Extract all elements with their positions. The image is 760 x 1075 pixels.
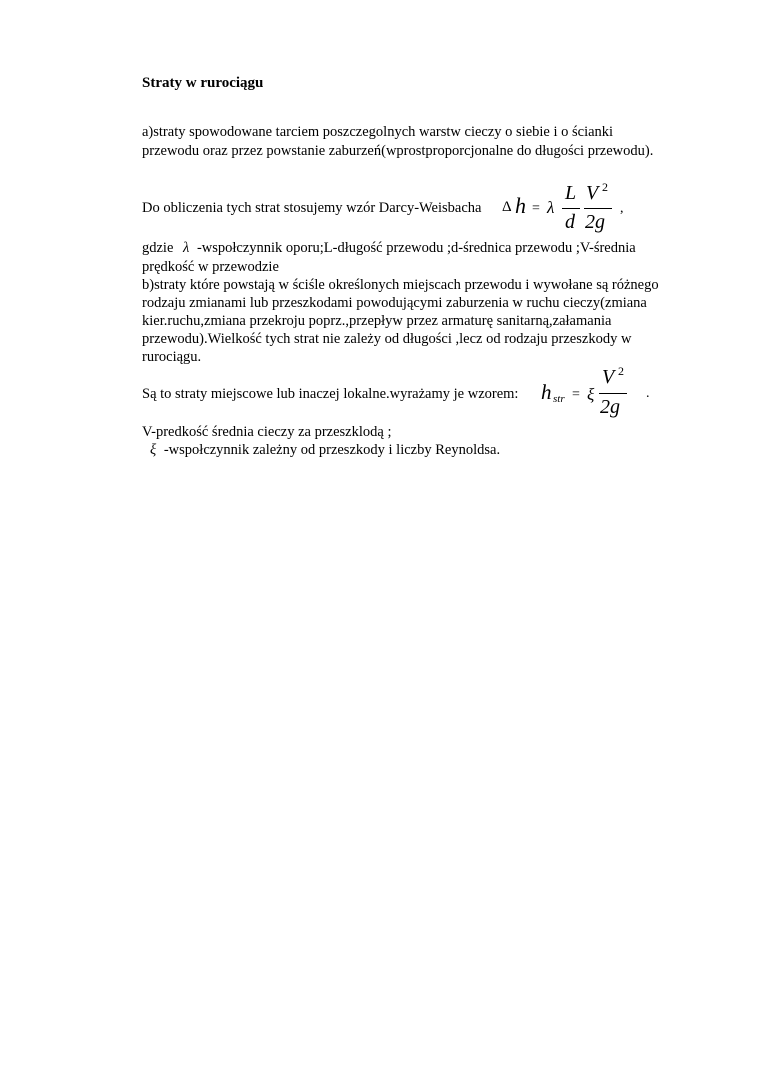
where-line-2: prędkość w przewodzie xyxy=(142,259,279,275)
xi-symbol-inline: ξ xyxy=(150,442,157,458)
legend-v-line: V-predkość średnia cieczy za przeszklodą ; xyxy=(142,424,392,440)
xi-symbol: ξ xyxy=(587,385,595,404)
para-a-line-1: a)straty spowodowane tarciem poszczegolnych warstw cieczy o siebie i o ścianki xyxy=(142,124,614,140)
equals-sign-local: = xyxy=(572,387,580,402)
para-a-line-2: przewodu oraz przez powstanie zaburzeń(wprostproporcjonalne do długości przewodu). xyxy=(142,143,654,159)
lambda-symbol-inline: λ xyxy=(183,240,190,256)
fraction-bar-L-d xyxy=(562,208,580,209)
darcy-intro-text: Do obliczenia tych strat stosujemy wzór Darcy-Weisbacha xyxy=(142,200,482,216)
V-numerator: V xyxy=(586,182,599,204)
para-b-line-2: rodzaju zmianami lub przeszkodami powodującymi zaburzenia w ruchu cieczy(zmiana xyxy=(142,295,647,311)
formula-period: . xyxy=(646,386,650,401)
para-b-line-5: rurociągu. xyxy=(142,349,202,365)
superscript-2: 2 xyxy=(602,180,608,194)
superscript-2-local: 2 xyxy=(618,364,624,378)
two-g-denominator: 2g xyxy=(585,211,605,233)
para-b-line-1: b)straty które powstają w ściśle określonych miejscach przewodu i wywołane są różnego xyxy=(142,277,659,293)
where-gdzie: gdzie xyxy=(142,240,174,256)
fraction-bar-local xyxy=(599,393,627,394)
equals-sign: = xyxy=(532,201,540,216)
delta-symbol: Δ xyxy=(502,199,512,215)
para-b-line-4: przewodu).Wielkość tych strat nie zależy od długości ,lecz od rodzaju przeszkody w xyxy=(142,331,632,347)
where-line-1 xyxy=(142,240,636,257)
d-denominator: d xyxy=(565,211,575,233)
lambda-symbol: λ xyxy=(547,198,555,217)
L-numerator: L xyxy=(565,182,577,204)
two-g-denominator-local: 2g xyxy=(600,396,620,418)
formula-comma: , xyxy=(620,201,624,216)
V-numerator-local: V xyxy=(602,366,615,388)
fraction-bar-V-2g xyxy=(584,208,612,209)
h-symbol-local: h xyxy=(541,380,552,404)
para-b-line-3: kier.ruchu,zmiana przekroju poprz.,przepływ przez armaturę sanitarną,załamania xyxy=(142,313,612,329)
legend-xi-line xyxy=(142,442,500,459)
subscript-str: str xyxy=(553,393,565,405)
h-symbol: h xyxy=(515,193,526,218)
where-definitions: -wspołczynnik oporu;L-długość przewodu ;d-średnica przewodu ;V-średnia xyxy=(196,240,636,256)
local-loss-text: Są to straty miejscowe lub inaczej lokalne.wyrażamy je wzorem: xyxy=(142,386,519,402)
xi-definition: -wspołczynnik zależny od przeszkody i liczby Reynoldsa. xyxy=(163,442,501,458)
page-title: Straty w rurociągu xyxy=(142,75,264,91)
